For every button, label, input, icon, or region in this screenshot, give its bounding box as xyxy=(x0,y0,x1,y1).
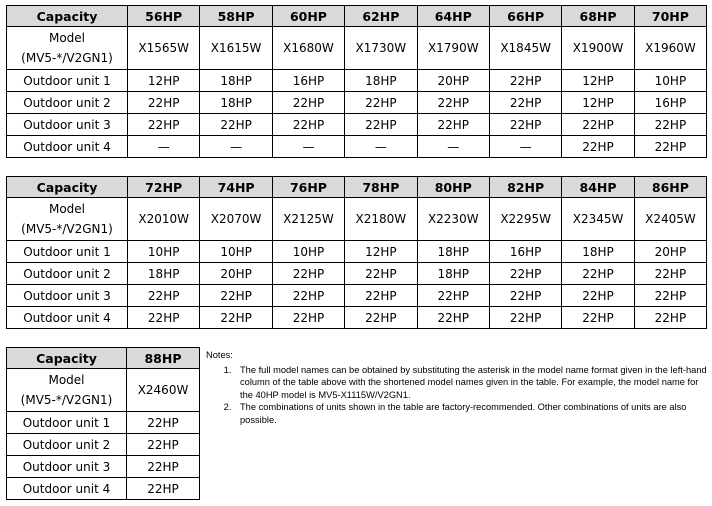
outdoor4-value: 22HP xyxy=(634,136,706,158)
outdoor3-value: 22HP xyxy=(417,114,489,136)
outdoor2-value: 22HP xyxy=(128,92,200,114)
outdoor1-value: 16HP xyxy=(272,70,344,92)
model-value: X1730W xyxy=(345,27,417,70)
outdoor2-label: Outdoor unit 2 xyxy=(7,92,128,114)
model-value: X2070W xyxy=(200,198,272,241)
outdoor4-label: Outdoor unit 4 xyxy=(7,136,128,158)
outdoor4-value: 22HP xyxy=(128,307,200,329)
model-value: X1680W xyxy=(272,27,344,70)
model-value: X2295W xyxy=(489,198,561,241)
model-row xyxy=(7,198,707,241)
outdoor1-value: 18HP xyxy=(345,70,417,92)
outdoor4-value: — xyxy=(345,136,417,158)
outdoor4-value: 22HP xyxy=(562,136,634,158)
outdoor1-label: Outdoor unit 1 xyxy=(7,241,128,263)
outdoor3-value: 22HP xyxy=(562,285,634,307)
outdoor3-label: Outdoor unit 3 xyxy=(7,114,128,136)
outdoor4-row xyxy=(7,307,707,329)
outdoor4-value: 22HP xyxy=(200,307,272,329)
model-value: X1845W xyxy=(489,27,561,70)
model-label-line1: Model xyxy=(48,202,86,216)
outdoor4-value: — xyxy=(489,136,561,158)
capacity-value: 70HP xyxy=(634,6,706,27)
outdoor3-value: 22HP xyxy=(562,114,634,136)
outdoor4-value: — xyxy=(272,136,344,158)
outdoor2-value: 22HP xyxy=(127,434,200,456)
model-value: X2180W xyxy=(345,198,417,241)
outdoor2-value: 18HP xyxy=(128,263,200,285)
outdoor1-value: 10HP xyxy=(200,241,272,263)
capacity-value: 74HP xyxy=(200,177,272,198)
outdoor3-value: 22HP xyxy=(128,285,200,307)
outdoor1-value: 10HP xyxy=(272,241,344,263)
outdoor3-row xyxy=(7,456,200,478)
outdoor3-value: 22HP xyxy=(200,285,272,307)
outdoor1-value: 16HP xyxy=(489,241,561,263)
note-item: 2. The combinations of units shown in the table are factory-recommended. Other combinations of units are also possible. xyxy=(234,401,708,426)
outdoor1-value: 18HP xyxy=(417,241,489,263)
outdoor3-value: 22HP xyxy=(634,285,706,307)
outdoor1-row xyxy=(7,70,707,92)
outdoor1-value: 12HP xyxy=(562,70,634,92)
outdoor1-value: 10HP xyxy=(634,70,706,92)
outdoor4-label: Outdoor unit 4 xyxy=(7,478,127,500)
outdoor4-value: — xyxy=(200,136,272,158)
model-value: X2230W xyxy=(417,198,489,241)
outdoor4-value: 22HP xyxy=(127,478,200,500)
outdoor2-value: 22HP xyxy=(562,263,634,285)
outdoor2-row xyxy=(7,434,200,456)
outdoor3-value: 22HP xyxy=(345,114,417,136)
capacity-value: 86HP xyxy=(634,177,706,198)
model-label-line2: (MV5-*/V2GN1) xyxy=(20,393,113,407)
outdoor1-value: 20HP xyxy=(634,241,706,263)
capacity-value: 66HP xyxy=(489,6,561,27)
outdoor2-value: 16HP xyxy=(634,92,706,114)
outdoor2-label: Outdoor unit 2 xyxy=(7,263,128,285)
outdoor2-value: 22HP xyxy=(345,263,417,285)
outdoor2-row xyxy=(7,263,707,285)
capacity-value: 82HP xyxy=(489,177,561,198)
capacity-value: 76HP xyxy=(272,177,344,198)
model-value: X2010W xyxy=(128,198,200,241)
outdoor4-label: Outdoor unit 4 xyxy=(7,307,128,329)
outdoor3-row xyxy=(7,114,707,136)
outdoor2-value: 12HP xyxy=(562,92,634,114)
outdoor2-value: 20HP xyxy=(200,263,272,285)
notes-title: Notes: xyxy=(206,350,233,360)
outdoor1-value: 18HP xyxy=(200,70,272,92)
outdoor4-value: 22HP xyxy=(345,307,417,329)
outdoor4-value: — xyxy=(417,136,489,158)
outdoor3-value: 22HP xyxy=(200,114,272,136)
capacity-table-1 xyxy=(6,5,707,158)
outdoor4-row xyxy=(7,136,707,158)
capacity-value: 84HP xyxy=(562,177,634,198)
capacity-value: 88HP xyxy=(127,348,200,369)
outdoor3-value: 22HP xyxy=(128,114,200,136)
model-label-line1: Model xyxy=(48,31,86,45)
model-label xyxy=(7,198,128,241)
outdoor1-value: 18HP xyxy=(562,241,634,263)
notes-list xyxy=(206,364,708,427)
model-value: X2125W xyxy=(272,198,344,241)
outdoor4-value: 22HP xyxy=(562,307,634,329)
capacity-table-3 xyxy=(6,347,200,500)
outdoor1-label: Outdoor unit 1 xyxy=(7,70,128,92)
model-label-line2: (MV5-*/V2GN1) xyxy=(21,51,113,65)
outdoor3-value: 22HP xyxy=(417,285,489,307)
outdoor2-value: 18HP xyxy=(200,92,272,114)
outdoor2-row xyxy=(7,92,707,114)
outdoor3-value: 22HP xyxy=(127,456,200,478)
capacity-label: Capacity xyxy=(7,6,128,27)
outdoor1-value: 12HP xyxy=(345,241,417,263)
model-row xyxy=(7,369,200,412)
outdoor1-label: Outdoor unit 1 xyxy=(7,412,127,434)
capacity-header-row xyxy=(7,348,200,369)
outdoor2-value: 22HP xyxy=(489,92,561,114)
model-value: X2405W xyxy=(634,198,706,241)
model-label xyxy=(7,27,128,70)
model-value: X2460W xyxy=(127,369,200,412)
outdoor3-value: 22HP xyxy=(489,114,561,136)
outdoor1-value: 12HP xyxy=(128,70,200,92)
capacity-value: 80HP xyxy=(417,177,489,198)
outdoor4-value: — xyxy=(128,136,200,158)
capacity-value: 72HP xyxy=(128,177,200,198)
outdoor3-value: 22HP xyxy=(345,285,417,307)
outdoor3-value: 22HP xyxy=(489,285,561,307)
outdoor3-value: 22HP xyxy=(634,114,706,136)
capacity-label: Capacity xyxy=(7,177,128,198)
model-label-line2: (MV5-*/V2GN1) xyxy=(21,222,113,236)
capacity-value: 60HP xyxy=(272,6,344,27)
outdoor3-label: Outdoor unit 3 xyxy=(7,285,128,307)
outdoor1-row xyxy=(7,241,707,263)
outdoor2-value: 22HP xyxy=(272,263,344,285)
outdoor1-value: 10HP xyxy=(128,241,200,263)
capacity-value: 62HP xyxy=(345,6,417,27)
outdoor3-value: 22HP xyxy=(272,114,344,136)
model-value: X1565W xyxy=(128,27,200,70)
capacity-value: 64HP xyxy=(417,6,489,27)
outdoor1-value: 22HP xyxy=(489,70,561,92)
model-value: X2345W xyxy=(562,198,634,241)
model-value: X1790W xyxy=(417,27,489,70)
model-value: X1960W xyxy=(634,27,706,70)
capacity-header-row xyxy=(7,6,707,27)
capacity-table-2 xyxy=(6,176,707,329)
model-value: X1615W xyxy=(200,27,272,70)
outdoor2-value: 22HP xyxy=(345,92,417,114)
capacity-value: 78HP xyxy=(345,177,417,198)
model-label-line1: Model xyxy=(48,373,85,387)
outdoor3-label: Outdoor unit 3 xyxy=(7,456,127,478)
outdoor2-value: 22HP xyxy=(634,263,706,285)
capacity-value: 58HP xyxy=(200,6,272,27)
outdoor1-value: 22HP xyxy=(127,412,200,434)
outdoor2-value: 22HP xyxy=(417,92,489,114)
notes-block xyxy=(206,349,708,427)
outdoor4-value: 22HP xyxy=(634,307,706,329)
note-item: 1. The full model names can be obtained by substituting the asterisk in the model name format given in the left-hand column of the table above with the shortened model names given in the table. For example, the model name for the 40HP model is MV5-X1115W/V2GN1. xyxy=(234,364,708,402)
outdoor2-value: 22HP xyxy=(489,263,561,285)
capacity-value: 68HP xyxy=(562,6,634,27)
model-label xyxy=(7,369,127,412)
outdoor1-value: 20HP xyxy=(417,70,489,92)
capacity-label: Capacity xyxy=(7,348,127,369)
outdoor2-value: 18HP xyxy=(417,263,489,285)
outdoor2-label: Outdoor unit 2 xyxy=(7,434,127,456)
outdoor4-value: 22HP xyxy=(489,307,561,329)
outdoor4-value: 22HP xyxy=(272,307,344,329)
model-row xyxy=(7,27,707,70)
outdoor2-value: 22HP xyxy=(272,92,344,114)
outdoor3-row xyxy=(7,285,707,307)
capacity-value: 56HP xyxy=(128,6,200,27)
outdoor3-value: 22HP xyxy=(272,285,344,307)
outdoor1-row xyxy=(7,412,200,434)
capacity-header-row xyxy=(7,177,707,198)
outdoor4-row xyxy=(7,478,200,500)
outdoor4-value: 22HP xyxy=(417,307,489,329)
model-value: X1900W xyxy=(562,27,634,70)
